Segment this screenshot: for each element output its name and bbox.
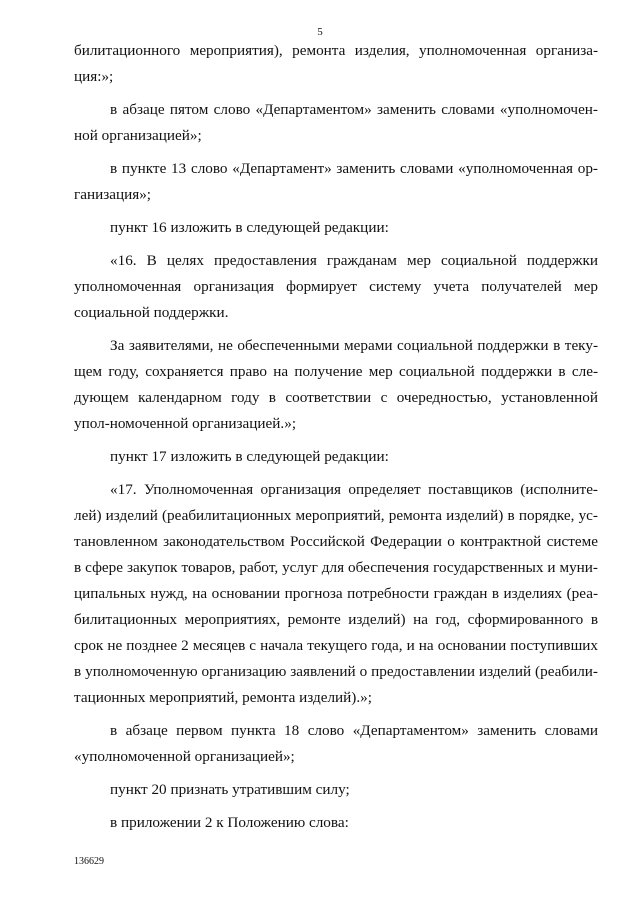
document-code: 136629 [74,856,104,867]
paragraph-item: в пункте 13 слово «Департамент» заменить словами «уполномоченная ор-ганизация»; [74,160,598,203]
document-body [74,38,598,843]
paragraph-item: «16. В целях предоставления гражданам мер социальной поддержки уполномоченная организация формирует систему учета получателей мер социальной поддержки. [74,252,598,321]
paragraph-item: «17. Уполномоченная организация определяет поставщиков (исполните-лей) изделий (реабилитационных мероприятий, ремонта изделий) в порядке, ус-тановленном законодательством Российской Федерации о контрактной системе в сфере закупок товаров, работ, услуг для обеспечения государственных и муни-ципальных нужд, на основании прогноза потребности граждан в изделиях (реа-билитационных мероприятиях, ремонте изделий) на год, сформированного в срок не позднее 2 месяцев с начала текущего года, и на основании поступивших в уполномоченную организацию заявлений о предоставлении изделий (реабили-тационных мероприятий, ремонта изделий).»; [74,481,598,706]
paragraph-continuation: билитационного мероприятия), ремонта изделия, уполномоченная организа-ция:»; [74,42,598,85]
paragraph-item: пункт 17 изложить в следующей редакции: [110,448,389,465]
page-number: 5 [317,26,323,38]
paragraph-item: в абзаце пятом слово «Департаментом» заменить словами «уполномочен-ной организацией»; [74,101,598,144]
paragraph-item: пункт 16 изложить в следующей редакции: [110,219,389,236]
paragraph-item: За заявителями, не обеспеченными мерами социальной поддержки в теку-щем году, сохраняется право на получение мер социальной поддержки в сле-дующем календарном году в соответствии с очередностью, установленной упол-номоченной организацией.»; [74,337,598,432]
paragraph-item: в абзаце первом пункта 18 слово «Департаментом» заменить словами «уполномоченной организацией»; [74,722,598,765]
paragraph-item: пункт 20 признать утратившим силу; [110,781,350,798]
paragraph-item: в приложении 2 к Положению слова: [110,814,349,831]
